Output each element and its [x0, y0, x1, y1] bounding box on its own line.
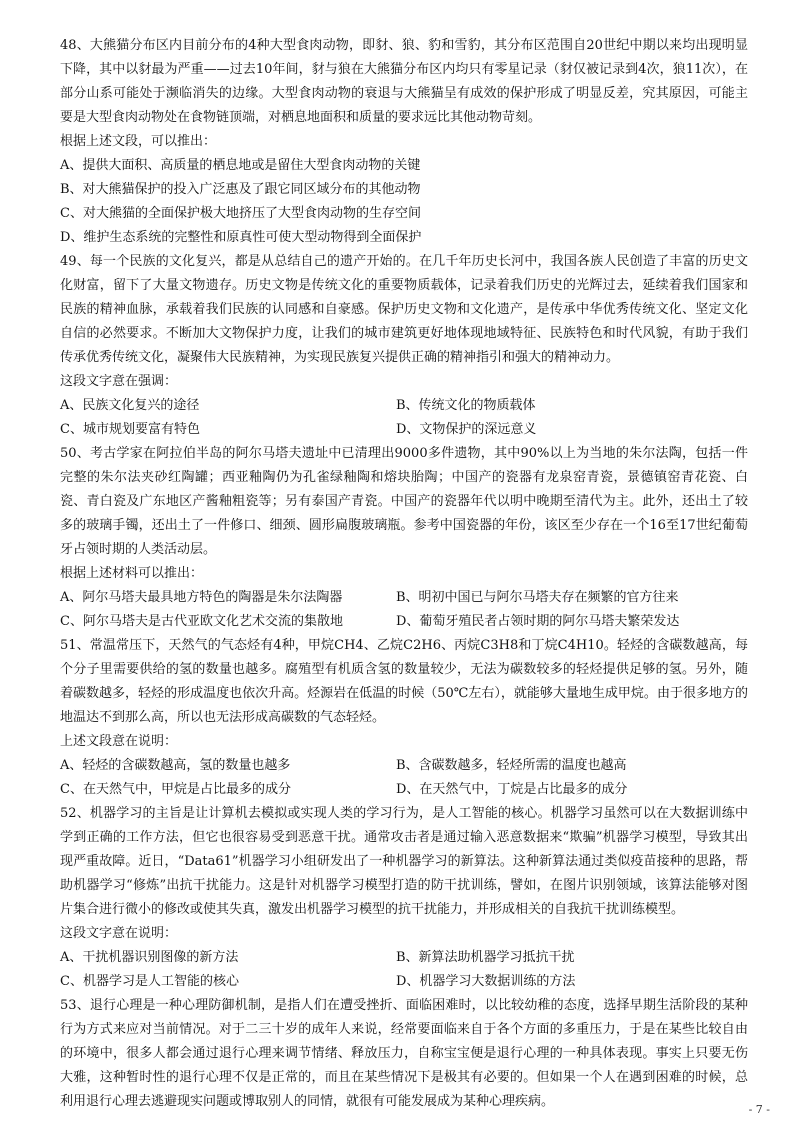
question-49-option-a: A、民族文化复兴的途径	[60, 398, 200, 413]
question-52-option-a: A、干扰机器识别图像的新方法	[60, 950, 239, 965]
question-50-option-c: C、阿尔马塔夫是古代亚欧文化艺术交流的集散地	[60, 614, 343, 629]
question-52-stem: 这段文字意在说明：	[60, 926, 178, 941]
question-51-stem: 上述文段意在说明：	[60, 734, 178, 749]
question-49-text: 49、每一个民族的文化复兴，都是从总结自己的遗产开始的。在几千年历史长河中，我国各族人民创造了丰富的历史文化财富，留下了大量文物遗存。历史文物是传统文化的重要物质载体，记录着我们历史的光辉过去，延续着我们国家和民族的精神血脉，承载着我们民族的认同感和自豪感。保护历史文物和文化遗产，是传承中华优秀传统文化、坚定文化自信的必然要求。不断加大文物保护力度，让我们的城市建筑更好地体现地域特征、民族特色和时代风貌，有助于我们传承优秀传统文化，凝聚伟大民族精神，为实现民族复兴提供正确的精神指引和强大的精神动力。	[60, 254, 748, 365]
question-51	[60, 634, 748, 802]
question-51-option-c: C、在天然气中，甲烷是占比最多的成分	[60, 782, 291, 797]
question-52	[60, 802, 748, 994]
question-50-option-d: D、葡萄牙殖民者占领时期的阿尔马塔夫繁荣发达	[396, 614, 680, 629]
question-52-option-b: B、新算法助机器学习抵抗干扰	[396, 950, 575, 965]
question-51-option-d: D、在天然气中，丁烷是占比最多的成分	[396, 782, 628, 797]
question-50-option-a: A、阿尔马塔夫最具地方特色的陶器是朱尔法陶器	[60, 590, 343, 605]
question-50-options	[60, 586, 748, 634]
question-53-text: 53、退行心理是一种心理防御机制，是指人们在遭受挫折、面临困难时，以比较幼稚的态度，选择早期生活阶段的某种行为方式来应对当前情况。对于二三十岁的成年人来说，经常要面临来自于各个方面的多重压力，于是在某些比较自由的环境中，很多人都会通过退行心理来调节情绪、释放压力，自称宝宝便是退行心理的一种具体表现。事实上只要无伤大雅，这种暂时性的退行心理不仅是正常的，而且在某些情况下是极其有必要的。但如果一个人在遇到困难的时候，总利用退行心理去逃避现实问题或博取别人的同情，就很有可能发展成为某种心理疾病。	[60, 998, 748, 1109]
question-48-option-b: B、对大熊猫保护的投入广泛惠及了跟它同区域分布的其他动物	[60, 182, 421, 197]
question-52-text: 52、机器学习的主旨是让计算机去模拟或实现人类的学习行为，是人工智能的核心。机器学习虽然可以在大数据训练中学到正确的工作方法，但它也很容易受到恶意干扰。通常攻击者是通过输入恶意数据来“欺骗”机器学习模型，导致其出现严重故障。近日，“Data61”机器学习小组研发出了一种机器学习的新算法。这种新算法通过类似疫苗接种的思路，帮助机器学习“修炼”出抗干扰能力。这是针对机器学习模型打造的防干扰训练，譬如，在图片识别领域，该算法能够对图片集合进行微小的修改或使其失真，激发出机器学习模型的抗干扰能力，并形成相关的自我抗干扰训练模型。	[60, 806, 748, 917]
question-50	[60, 442, 748, 634]
question-50-option-b: B、明初中国已与阿尔马塔夫存在频繁的官方往来	[396, 590, 679, 605]
question-49	[60, 250, 748, 442]
question-49-stem: 这段文字意在强调：	[60, 374, 178, 389]
question-52-option-d: D、机器学习大数据训练的方法	[396, 974, 576, 989]
question-48	[60, 34, 748, 250]
question-48-text: 48、大熊猫分布区内目前分布的4种大型食肉动物，即豺、狼、豹和雪豹，其分布区范围自20世纪中期以来均出现明显下降，其中以豺最为严重——过去10年间，豺与狼在大熊猫分布区内均只有零星记录（豺仅被记录到4次，狼11次），在部分山系可能处于濒临消失的边缘。大型食肉动物的衰退与大熊猫呈有成效的保护形成了明显反差，究其原因，可能主要是大型食肉动物处在食物链顶端，对栖息地面积和质量的要求远比其他动物苛刻。	[60, 38, 748, 125]
question-51-option-a: A、轻烃的含碳数越高，氢的数量也越多	[60, 758, 291, 773]
question-50-text: 50、考古学家在阿拉伯半岛的阿尔马塔夫遗址中已清理出9000多件遗物，其中90%以上为当地的朱尔法陶，包括一件完整的朱尔法夹砂红陶罐；西亚釉陶仍为孔雀绿釉陶和熔块胎陶；中国产的瓷器有龙泉窑青瓷，景德镇窑青花瓷、白瓷、青白瓷及广东地区产酱釉粗瓷等；另有泰国产青瓷。中国产的瓷器年代以明中晚期至清代为主。此外，还出土了较多的玻璃手镯，还出土了一件修口、细颈、圆形扁腹玻璃瓶。参考中国瓷器的年份，该区至少存在一个16至17世纪葡萄牙占领时期的人类活动层。	[60, 446, 748, 557]
question-48-option-c: C、对大熊猫的全面保护极大地挤压了大型食肉动物的生存空间	[60, 206, 421, 221]
question-49-options	[60, 394, 748, 442]
question-48-stem: 根据上述文段，可以推出：	[60, 134, 217, 149]
question-48-option-d: D、维护生态系统的完整性和原真性可使大型动物得到全面保护	[60, 230, 422, 245]
question-48-option-a: A、提供大面积、高质量的栖息地或是留住大型食肉动物的关键	[60, 158, 421, 173]
question-52-options	[60, 946, 748, 994]
question-49-option-b: B、传统文化的物质载体	[396, 398, 536, 413]
question-49-option-c: C、城市规划要富有特色	[60, 422, 200, 437]
question-51-text: 51、常温常压下，天然气的气态烃有4种，甲烷CH4、乙烷C2H6、丙烷C3H8和丁烷C4H10。轻烃的含碳数越高，每个分子里需要供给的氢的数量也越多。腐殖型有机质含氢的数量较少，无法为碳数较多的轻烃提供足够的氢。另外，随着碳数越多，轻烃的形成温度也依次升高。烃源岩在低温的时候（50℃左右），就能够大量地生成甲烷。由于很多地方的地温达不到那么高，所以也无法形成高碳数的气态轻烃。	[60, 638, 748, 725]
question-52-option-c: C、机器学习是人工智能的核心	[60, 974, 239, 989]
question-49-option-d: D、文物保护的深远意义	[396, 422, 537, 437]
question-51-options	[60, 754, 748, 802]
question-51-option-b: B、含碳数越多，轻烃所需的温度也越高	[396, 758, 627, 773]
question-50-stem: 根据上述材料可以推出：	[60, 566, 204, 581]
page-number: - 7 -	[748, 1103, 770, 1116]
question-53	[60, 994, 748, 1114]
page-content	[60, 34, 748, 1114]
